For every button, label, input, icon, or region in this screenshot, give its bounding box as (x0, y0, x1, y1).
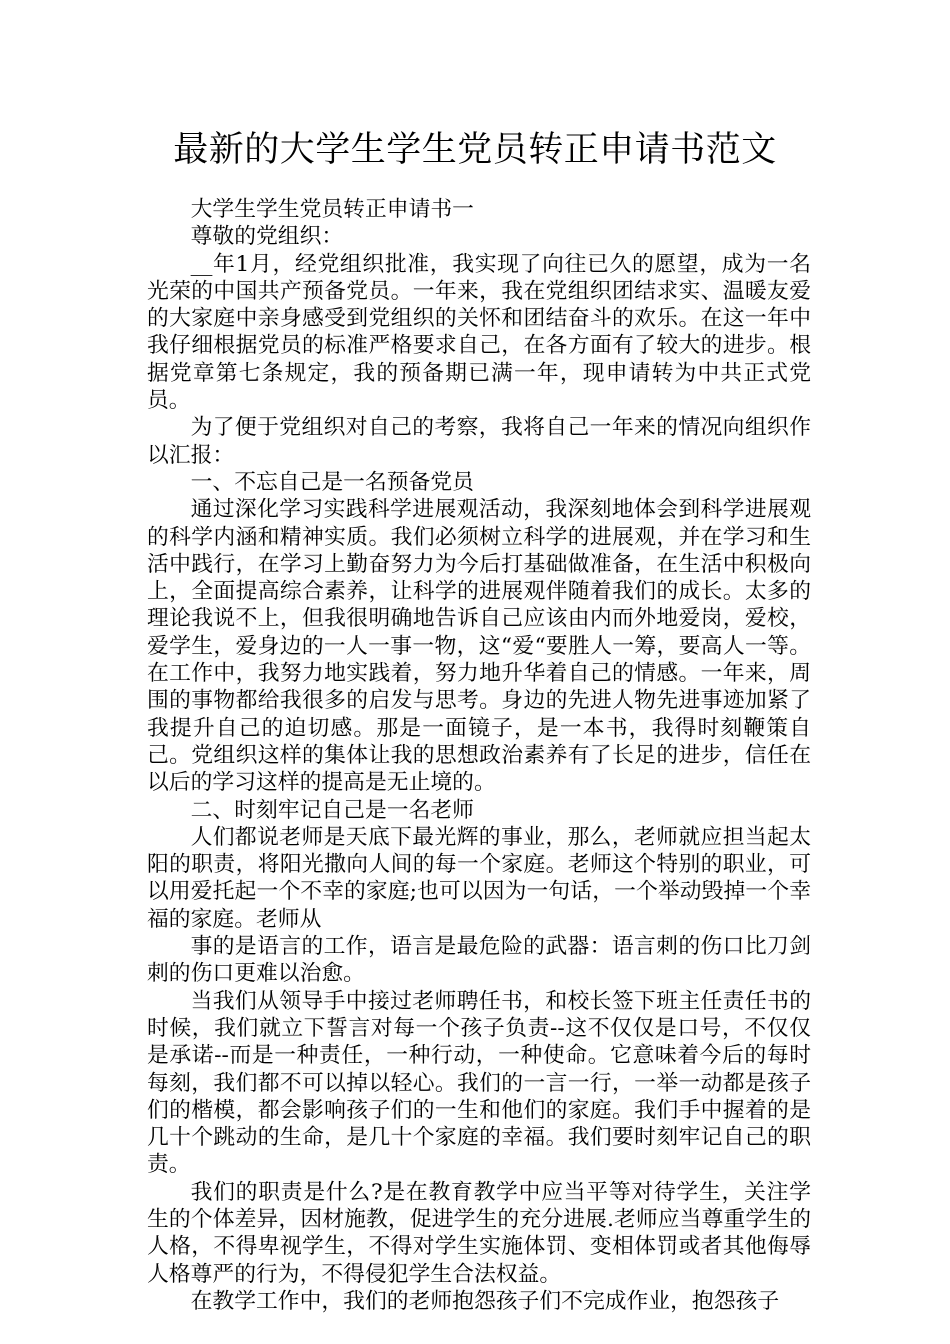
document-body (147, 196, 811, 1315)
section-heading: 一、不忘自己是一名预备党员 (190, 469, 474, 495)
paragraph: 人们都说老师是天底下最光辉的事业，那么，老师就应担当起太阳的职责，将阳光撒向人间的每一个家庭。老师这个特别的职业，可以用爱托起一个不幸的家庭;也可以因为一句话，一个举动毁掉一个幸福的家庭。老师从 (147, 824, 811, 932)
paragraph: 为了便于党组织对自己的考察，我将自己一年来的情况向组织作以汇报： (147, 415, 811, 468)
paragraph: 事的是语言的工作，语言是最危险的武器：语言刺的伤口比刀剑刺的伤口更难以治愈。 (147, 934, 811, 987)
section-heading: 二、时刻牢记自己是一名老师 (190, 797, 474, 823)
paragraph: 当我们从领导手中接过老师聘任书，和校长签下班主任责任书的时候，我们就立下誓言对每一个孩子负责--这不仅仅是口号，不仅仅是承诺--而是一种责任，一种行动，一种使命。它意味着今后的每时每刻，我们都不可以掉以轻心。我们的一言一行，一举一动都是孩子们的楷模，都会影响孩子们的一生和他们的家庭。我们手中握着的是几十个跳动的生命，是几十个家庭的幸福。我们要时刻牢记自己的职责。 (147, 988, 811, 1178)
paragraph: __年1月，经党组织批准，我实现了向往已久的愿望，成为一名光荣的中国共产预备党员。一年来，我在党组织团结求实、温暖友爱的大家庭中亲身感受到党组织的关怀和团结奋斗的欢乐。在这一年中我仔细根据党员的标准严格要求自己，在各方面有了较大的进步。根据党章第七条规定，我的预备期已满一年，现申请转为中共正式党员。 (147, 251, 811, 414)
paragraph: 通过深化学习实践科学进展观活动，我深刻地体会到科学进展观的科学内涵和精神实质。我们必须树立科学的进展观，并在学习和生活中践行，在学习上勤奋努力为今后打基础做准备，在生活中积极向上，全面提高综合素养，让科学的进展观伴随着我们的成长。太多的理论我说不上，但我很明确地告诉自己应该由内而外地爱岗，爱校，爱学生，爱身边的一人一事一物，这“爱“要胜人一筹，要高人一等。在工作中，我努力地实践着，努力地升华着自己的情感。一年来，周围的事物都给我很多的启发与思考。身边的先进人物先进事迹加紧了我提升自己的迫切感。那是一面镜子，是一本书，我得时刻鞭策自己。党组织这样的集体让我的思想政治素养有了长足的进步，信任在以后的学习这样的提高是无止境的。 (147, 497, 811, 796)
paragraph: 在教学工作中，我们的老师抱怨孩子们不完成作业，抱怨孩子 (190, 1288, 780, 1314)
salutation: 尊敬的党组织： (190, 224, 344, 250)
document-title: 最新的大学生学生党员转正申请书范文 (173, 130, 777, 170)
paragraph: 我们的职责是什么?是在教育教学中应当平等对待学生，关注学生的个体差异，因材施教，促进学生的充分进展.老师应当尊重学生的人格，不得卑视学生，不得对学生实施体罚、变相体罚或者其他侮辱人格尊严的行为，不得侵犯学生合法权益。 (147, 1179, 811, 1287)
section-heading-letter-one: 大学生学生党员转正申请书一 (190, 197, 474, 222)
